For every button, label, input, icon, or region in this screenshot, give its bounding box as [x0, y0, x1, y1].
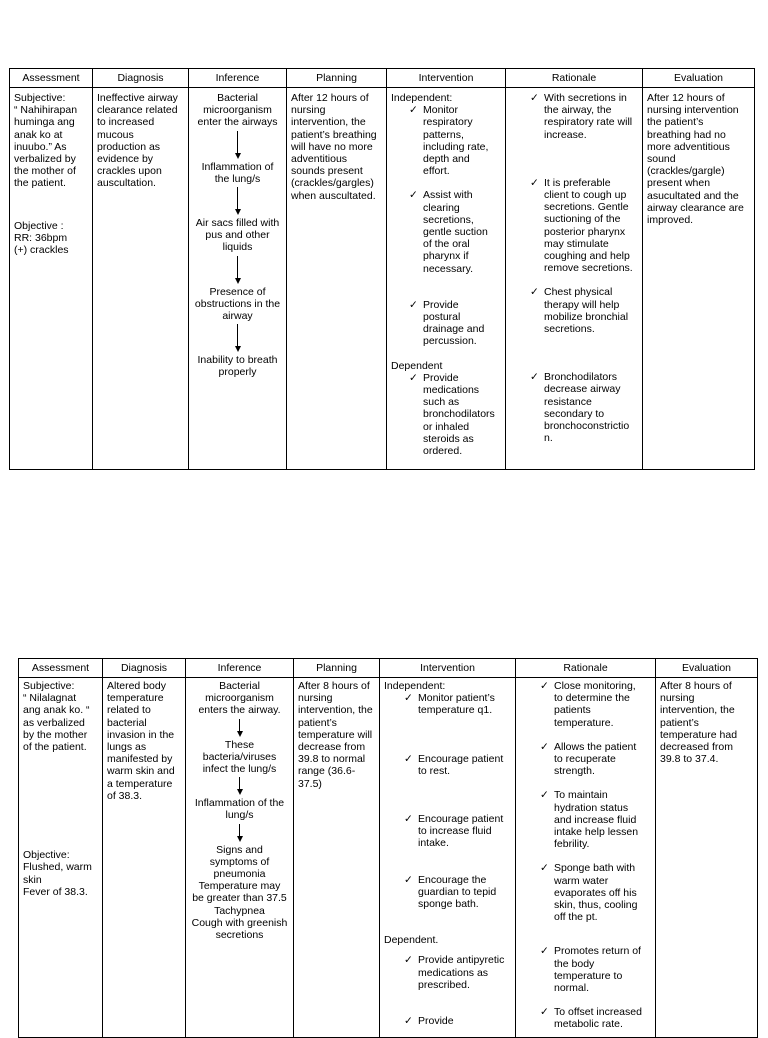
- down-arrow-icon: [193, 131, 282, 159]
- list-item: ✓ To maintain hydration status and increase fluid intake help lessen febrility.: [540, 789, 639, 851]
- inference-step: Presence of obstructions in the airway: [194, 285, 281, 323]
- diagnosis-cell: [103, 678, 186, 1038]
- list-item: ✓ It is preferable client to cough up secretions. Gentle suctioning of the posterior pharynx may stimulate coughing and help remove secretions.: [530, 176, 633, 275]
- checkmark-icon: ✓: [540, 740, 549, 753]
- list-item: ✓ Assist with clearing secretions, gentle suction of the oral pharynx if necessary.: [409, 189, 488, 275]
- header-inference: Inference: [186, 659, 294, 678]
- assessment-subjective: Subjective: “ Nilalagnat ang anak ko. “ as verbalized by the mother of the patient.: [23, 680, 90, 754]
- down-arrow-icon: [190, 777, 289, 795]
- list-item: ✓ To offset increased metabolic rate.: [540, 1006, 642, 1031]
- inference-step: Signs and symptoms of pneumonia Temperature may be greater than 37.5 Tachypnea Cough with greenish secretions: [191, 843, 288, 942]
- care-plan-table-airway: [9, 68, 755, 470]
- assessment-objective: Objective : RR: 36bpm (+) crackles: [14, 219, 69, 257]
- checkmark-icon: ✓: [404, 954, 413, 967]
- checkmark-icon: ✓: [409, 298, 418, 311]
- rationale-cell: [506, 88, 643, 470]
- checkmark-icon: ✓: [540, 945, 549, 958]
- diagnosis-text: Ineffective airway clearance related to increased mucous production as evidence by crackles upon auscultation.: [97, 92, 178, 190]
- header-diagnosis: Diagnosis: [103, 659, 186, 678]
- assessment-objective: Objective: Flushed, warm skin Fever of 38.3.: [23, 849, 92, 898]
- inference-step: These bacteria/viruses infect the lung/s: [202, 738, 277, 776]
- header-evaluation: Evaluation: [643, 69, 755, 88]
- planning-text: After 8 hours of nursing intervention, the patient’s temperature will decrease from 39.8 to normal range (36.6- 37.5): [298, 680, 373, 790]
- checkmark-icon: ✓: [540, 789, 549, 802]
- intervention-independent-label: Independent:: [384, 680, 446, 692]
- inference-step: Bacterial microorganism enter the airways: [197, 92, 278, 129]
- list-item: ✓ Monitor respiratory patterns, including rate, depth and effort.: [409, 104, 489, 178]
- diagnosis-cell: [93, 88, 189, 470]
- checkmark-icon: ✓: [404, 873, 413, 886]
- inference-step: Inflammation of the lung/s: [201, 160, 274, 185]
- down-arrow-icon: [193, 256, 282, 284]
- intervention-dependent-label: Dependent: [391, 359, 443, 372]
- checkmark-icon: ✓: [530, 176, 539, 189]
- care-plan-table-temperature: [18, 658, 758, 1038]
- list-item: ✓ Provide postural drainage and percussion.: [409, 298, 485, 348]
- inference-step: Inability to breath properly: [197, 354, 278, 379]
- intervention-independent-label: Independent:: [391, 92, 453, 104]
- header-inference: Inference: [189, 69, 287, 88]
- header-evaluation: Evaluation: [656, 659, 758, 678]
- planning-cell: [287, 88, 387, 470]
- table-header-row: [10, 69, 755, 88]
- assessment-cell: [10, 88, 93, 470]
- down-arrow-icon: [190, 719, 289, 737]
- checkmark-icon: ✓: [404, 692, 413, 705]
- list-item: ✓ Sponge bath with warm water evaporates off his skin, thus, cooling off the pt.: [540, 862, 638, 924]
- inference-step: Air sacs filled with pus and other liquids: [195, 217, 280, 254]
- down-arrow-icon: [193, 187, 282, 215]
- intervention-cell: [387, 88, 506, 470]
- inference-step: Inflammation of the lung/s: [194, 797, 285, 822]
- evaluation-text: After 8 hours of nursing intervention, the patient’s temperature had decreased from 39.8 to 37.4.: [660, 680, 738, 766]
- table-row: [10, 88, 755, 470]
- rationale-cell: [516, 678, 656, 1038]
- checkmark-icon: ✓: [530, 92, 539, 104]
- checkmark-icon: ✓: [404, 1015, 413, 1028]
- diagnosis-text: Altered body temperature related to bacterial invasion in the lungs as manifested by warm skin and a temperature of 38.3.: [107, 680, 175, 802]
- header-planning: Planning: [294, 659, 380, 678]
- down-arrow-icon: [193, 324, 282, 352]
- evaluation-cell: [643, 88, 755, 470]
- list-item: ✓ Encourage patient to increase fluid intake.: [404, 813, 504, 850]
- list-item: ✓ Bronchodilators decrease airway resistance secondary to bronchoconstrictio n.: [530, 371, 630, 445]
- inference-cell: [186, 678, 294, 1038]
- table-header-row: [19, 659, 758, 678]
- list-item: ✓ Provide medications such as bronchodilators or inhaled steroids as ordered.: [409, 371, 495, 458]
- planning-cell: [294, 678, 380, 1038]
- header-diagnosis: Diagnosis: [93, 69, 189, 88]
- list-item: ✓ With secretions in the airway, the respiratory rate will increase.: [530, 92, 633, 141]
- list-item: ✓ Provide: [404, 1015, 454, 1028]
- header-intervention: Intervention: [387, 69, 506, 88]
- list-item: ✓ Chest physical therapy will help mobilize bronchial secretions.: [530, 286, 629, 336]
- table-row: [19, 678, 758, 1038]
- list-item: ✓ Close monitoring, to determine the patients temperature.: [540, 680, 636, 729]
- header-assessment: Assessment: [19, 659, 103, 678]
- checkmark-icon: ✓: [540, 862, 549, 875]
- header-intervention: Intervention: [380, 659, 516, 678]
- down-arrow-icon: [190, 824, 289, 842]
- intervention-cell: [380, 678, 516, 1038]
- header-planning: Planning: [287, 69, 387, 88]
- checkmark-icon: ✓: [409, 104, 418, 117]
- checkmark-icon: ✓: [540, 680, 549, 692]
- checkmark-icon: ✓: [404, 813, 413, 826]
- checkmark-icon: ✓: [530, 371, 539, 384]
- header-assessment: Assessment: [10, 69, 93, 88]
- checkmark-icon: ✓: [409, 189, 418, 202]
- list-item: ✓ Monitor patient’s temperature q1.: [404, 692, 495, 717]
- list-item: ✓ Encourage patient to rest.: [404, 752, 504, 777]
- checkmark-icon: ✓: [404, 752, 413, 765]
- planning-text: After 12 hours of nursing intervention, the patient’s breathing will have no more adventitious sounds present (crackles/gargles) when auscultated.: [291, 92, 377, 202]
- inference-cell: [189, 88, 287, 470]
- list-item: ✓ Encourage the guardian to tepid sponge bath.: [404, 873, 497, 911]
- evaluation-text: After 12 hours of nursing intervention the patient’s breathing had no more adventitious sound (crackles/gargle) present when asucultated and the airway clearance are improved.: [647, 92, 744, 227]
- assessment-subjective: Subjective: “ Nahihirapan huminga ang anak ko at inuubo.” As verbalized by the mother of the patient.: [14, 92, 78, 190]
- list-item: ✓ Provide antipyretic medications as prescribed.: [404, 954, 505, 991]
- evaluation-cell: [656, 678, 758, 1038]
- checkmark-icon: ✓: [540, 1006, 549, 1019]
- intervention-dependent-label: Dependent.: [384, 934, 439, 947]
- checkmark-icon: ✓: [530, 286, 539, 299]
- assessment-cell: [19, 678, 103, 1038]
- inference-step: Bacterial microorganism enters the airway.: [198, 680, 281, 717]
- checkmark-icon: ✓: [409, 371, 418, 384]
- header-rationale: Rationale: [516, 659, 656, 678]
- list-item: ✓ Allows the patient to recuperate strength.: [540, 740, 637, 778]
- header-rationale: Rationale: [506, 69, 643, 88]
- list-item: ✓ Promotes return of the body temperature to normal.: [540, 945, 641, 995]
